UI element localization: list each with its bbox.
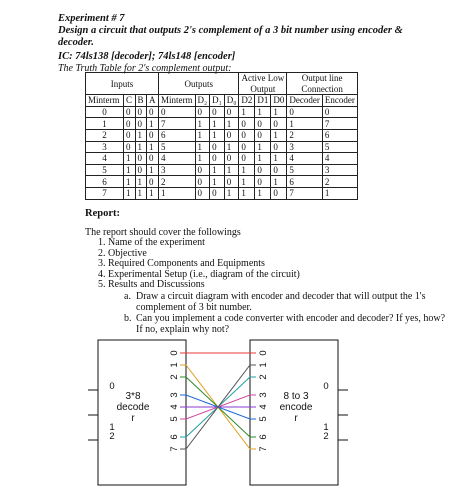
list-item: 3. Required Components and Equipments [98, 258, 265, 270]
table-cell: 1 [86, 118, 124, 130]
decoder-input-label: 1 [109, 422, 115, 433]
table-cell: 0 [124, 141, 135, 153]
decoder-output-label: 2 [169, 374, 180, 380]
table-cell: 0 [159, 106, 196, 118]
table-caption: The Truth Table for 2's complement output: [58, 63, 232, 74]
col-header: Minterm [86, 95, 124, 107]
table-cell: 5 [159, 141, 196, 153]
table-cell: 1 [135, 129, 146, 141]
table-cell: 1 [255, 141, 271, 153]
encoder-input-label: 1 [258, 362, 269, 368]
table-cell: 1 [124, 176, 135, 188]
sub-item-text: Draw a circuit diagram with encoder and decoder that will output the 1's complement of 3 bit number. [136, 291, 426, 313]
table-cell: 1 [135, 176, 146, 188]
decoder-output-label: 4 [169, 404, 180, 410]
decoder-label-2: decode [116, 402, 150, 413]
table-cell: 1 [287, 118, 322, 130]
table-cell: 1 [210, 176, 225, 188]
table-cell: 1 [124, 164, 135, 176]
report-title: Report: [85, 208, 120, 219]
encoder-output-label: 2 [323, 431, 329, 442]
decoder-output-label: 5 [169, 416, 180, 422]
table-cell: 1 [146, 164, 158, 176]
table-cell: 0 [224, 106, 239, 118]
table-cell: 0 [124, 129, 135, 141]
col-header: C [124, 95, 135, 107]
col-header: D₂ [195, 95, 210, 107]
table-cell: 0 [224, 153, 239, 165]
table-cell: 0 [146, 129, 158, 141]
table-cell: 3 [86, 141, 124, 153]
table-cell: 6 [287, 176, 322, 188]
col-header: D1 [255, 95, 271, 107]
list-item: 2. Objective [98, 247, 147, 259]
table-cell: 1 [210, 129, 225, 141]
encoder-input-label: 3 [258, 392, 269, 398]
col-header: Minterm [159, 95, 196, 107]
design-statement-line2: decoder. [58, 37, 94, 48]
table-cell: 1 [195, 153, 210, 165]
table-cell: 0 [86, 106, 124, 118]
table-cell: 1 [124, 153, 135, 165]
table-cell: 1 [146, 187, 158, 199]
table-cell: 0 [224, 129, 239, 141]
encoder-output-label: 0 [323, 381, 329, 392]
table-cell: 1 [195, 118, 210, 130]
encoder-input-label: 7 [258, 446, 269, 452]
table-cell: 0 [255, 129, 271, 141]
col-header: D₁ [210, 95, 225, 107]
table-cell: 5 [86, 164, 124, 176]
decoder-input-label: 0 [109, 381, 115, 392]
table-cell: 3 [287, 141, 322, 153]
encoder-label-3: r [294, 413, 298, 424]
table-cell: 1 [224, 187, 239, 199]
table-cell: 0 [135, 118, 146, 130]
table-cell: 0 [124, 106, 135, 118]
table-cell: 1 [239, 164, 255, 176]
table-cell: 1 [210, 164, 225, 176]
table-cell: 0 [255, 164, 271, 176]
encoder-input-label: 2 [258, 374, 269, 380]
table-cell: 6 [86, 176, 124, 188]
encoder-input-label: 5 [258, 416, 269, 422]
table-cell: 7 [86, 187, 124, 199]
decoder-output-label: 7 [169, 446, 180, 452]
sub-item-text: Can you implement a code converter with encoder and decoder? If yes, how? If no, explain why not? [136, 313, 446, 335]
group-output-line-2: Connection [287, 84, 357, 95]
table-cell: 1 [271, 129, 287, 141]
table-cell: 0 [146, 176, 158, 188]
table-cell: 0 [239, 141, 255, 153]
list-item: 4. Experimental Setup (i.e., diagram of the circuit) [98, 268, 300, 280]
decoder-output-label: 6 [169, 434, 180, 440]
table-cell: 1 [271, 176, 287, 188]
table-cell: 1 [271, 106, 287, 118]
report-intro: The report should cover the followings [85, 227, 241, 238]
group-active-low-2: Output [239, 84, 287, 95]
wires-layer [180, 353, 256, 449]
decoder-input-label: 2 [109, 431, 115, 442]
decoder-output-label: 0 [169, 350, 180, 356]
table-cell: 0 [239, 118, 255, 130]
table-cell: 2 [287, 129, 322, 141]
col-header: Encoder [322, 95, 357, 107]
table-cell: 0 [146, 153, 158, 165]
col-header: Decoder [287, 95, 322, 107]
table-cell: 1 [224, 164, 239, 176]
list-item: 1. Name of the experiment [98, 237, 205, 248]
table-cell: 4 [287, 153, 322, 165]
col-header: A [146, 95, 158, 107]
table-cell: 0 [210, 187, 225, 199]
sub-item-label: b. [124, 313, 132, 325]
table-cell: 1 [124, 187, 135, 199]
decoder-label-3: r [131, 413, 135, 424]
table-cell: 0 [195, 106, 210, 118]
table-cell: 0 [287, 106, 322, 118]
group-inputs: Inputs [86, 73, 159, 95]
decoder-output-label: 1 [169, 362, 180, 368]
table-cell: 5 [322, 141, 357, 153]
table-cell: 0 [271, 187, 287, 199]
encoder-input-label: 4 [258, 404, 269, 410]
table-cell: 0 [210, 106, 225, 118]
table-cell: 1 [271, 153, 287, 165]
table-cell: 7 [322, 118, 357, 130]
table-cell: 1 [210, 118, 225, 130]
table-cell: 0 [135, 164, 146, 176]
table-cell: 0 [271, 118, 287, 130]
encoder-input-label: 6 [258, 434, 269, 440]
table-cell: 0 [195, 176, 210, 188]
table-cell: 1 [322, 187, 357, 199]
col-header: B [135, 95, 146, 107]
table-cell: 1 [239, 176, 255, 188]
col-header: D₀ [224, 95, 239, 107]
table-cell: 2 [159, 176, 196, 188]
encoder-label-2: encode [279, 402, 313, 413]
table-cell: 1 [255, 153, 271, 165]
decoder-output-label: 3 [169, 392, 180, 398]
table-cell: 0 [124, 118, 135, 130]
table-cell: 1 [146, 141, 158, 153]
table-cell: 0 [210, 153, 225, 165]
encoder-label-1: 8 to 3 [283, 391, 309, 402]
table-cell: 1 [239, 187, 255, 199]
table-cell: 4 [86, 153, 124, 165]
table-cell: 1 [224, 118, 239, 130]
table-cell: 0 [146, 106, 158, 118]
list-item: 5. Results and Discussions [98, 279, 205, 291]
group-output-line-1: Output line [287, 73, 357, 84]
table-cell: 1 [195, 141, 210, 153]
table-cell: 0 [195, 187, 210, 199]
table-cell: 0 [255, 176, 271, 188]
encoder-input-label: 0 [258, 350, 269, 356]
group-active-low-1: Active Low [239, 73, 287, 84]
sub-item-label: a. [124, 291, 131, 302]
table-cell: 0 [239, 153, 255, 165]
table-cell: 0 [210, 141, 225, 153]
design-statement-line1: Design a circuit that outputs 2's complement of a 3 bit number using encoder & [58, 25, 403, 36]
table-cell: 0 [271, 164, 287, 176]
table-cell: 0 [224, 176, 239, 188]
table-cell: 5 [287, 164, 322, 176]
table-cell: 0 [322, 106, 357, 118]
table-cell: 0 [255, 118, 271, 130]
table-cell: 1 [224, 141, 239, 153]
table-cell: 4 [322, 153, 357, 165]
col-header: D0 [271, 95, 287, 107]
col-header: D2 [239, 95, 255, 107]
table-cell: 0 [135, 153, 146, 165]
table-cell: 0 [195, 164, 210, 176]
table-cell: 4 [159, 153, 196, 165]
table-cell: 3 [159, 164, 196, 176]
table-cell: 3 [322, 164, 357, 176]
experiment-number: Experiment # 7 [58, 13, 125, 24]
decoder-label-1: 3*8 [125, 391, 141, 402]
table-cell: 6 [159, 129, 196, 141]
encoder-output-label: 1 [323, 422, 329, 433]
table-cell: 1 [146, 118, 158, 130]
table-cell: 7 [159, 118, 196, 130]
table-cell: 1 [135, 187, 146, 199]
table-cell: 1 [255, 106, 271, 118]
table-cell: 2 [322, 176, 357, 188]
table-cell: 1 [195, 129, 210, 141]
table-cell: 1 [239, 106, 255, 118]
table-cell: 6 [322, 129, 357, 141]
group-outputs: Outputs [159, 73, 239, 95]
table-cell: 1 [135, 141, 146, 153]
ic-list: IC: 74ls138 [decoder]; 74ls148 [encoder] [58, 51, 236, 62]
table-cell: 0 [271, 141, 287, 153]
table-cell: 0 [239, 129, 255, 141]
table-cell: 1 [159, 187, 196, 199]
table-cell: 2 [86, 129, 124, 141]
table-cell: 0 [135, 106, 146, 118]
table-cell: 1 [255, 187, 271, 199]
table-cell: 7 [287, 187, 322, 199]
